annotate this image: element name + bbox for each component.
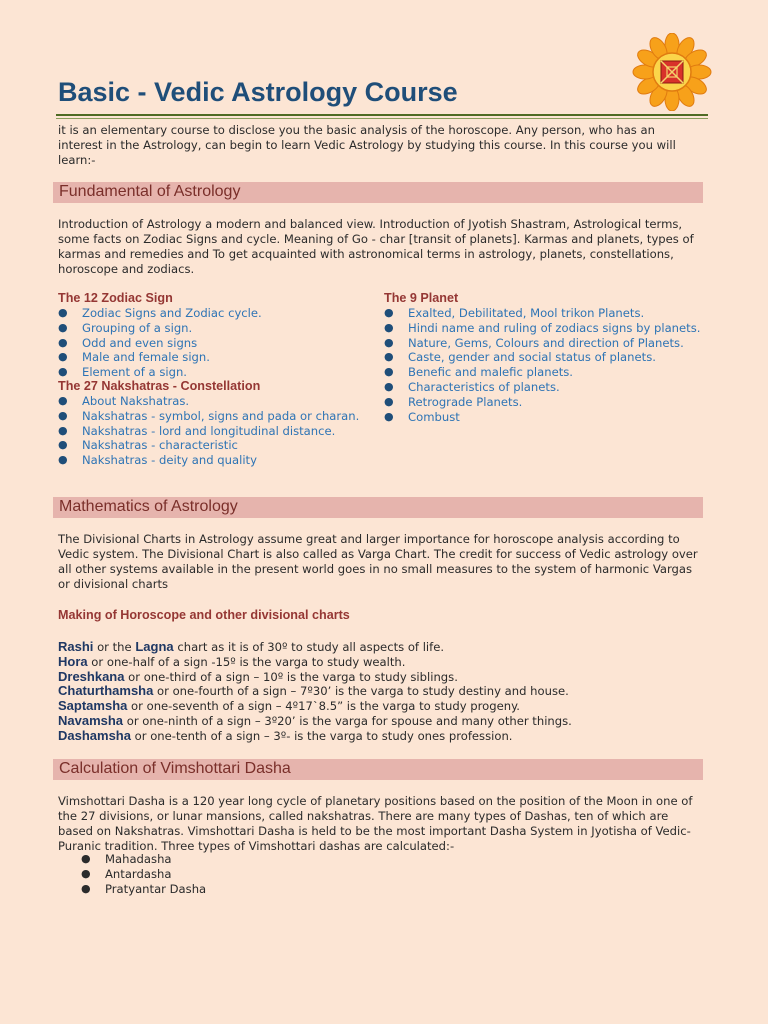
section-fundamental-title: Fundamental of Astrology bbox=[59, 183, 241, 200]
list-item: ● Nakshatras - lord and longitudinal distance. bbox=[58, 423, 336, 438]
varga-list bbox=[58, 640, 572, 744]
bullet-icon: ● bbox=[384, 350, 394, 364]
section-dasha-title: Calculation of Vimshottari Dasha bbox=[59, 760, 291, 777]
nakshatra-heading: The 27 Nakshatras - Constellation bbox=[58, 379, 261, 393]
fundamental-paragraph: Introduction of Astrology a modern and balanced view. Introduction of Jyotish Shastram, Astrological terms, some facts on Zodiac Signs and cycle. Meaning of Go - char [transit of planets]. Karmas and planets, types of karmas and remedies and To get acquainted with astronomical terms in astrology, planets, constellations, horoscope and zodiacs. bbox=[58, 217, 694, 276]
bullet-icon: ● bbox=[81, 852, 91, 865]
bullet-icon: ● bbox=[384, 365, 394, 379]
list-item: ● About Nakshatras. bbox=[58, 394, 190, 408]
list-item: ● Nakshatras - symbol, signs and pada or charan. bbox=[58, 408, 360, 423]
nakshatra-list bbox=[58, 394, 359, 468]
zodiac-list bbox=[58, 306, 262, 380]
title-rule-thin bbox=[56, 118, 708, 119]
planet-list bbox=[384, 306, 700, 424]
dasha-list bbox=[58, 852, 206, 896]
section-mathematics-title: Mathematics of Astrology bbox=[59, 498, 238, 515]
bullet-icon: ● bbox=[384, 379, 394, 393]
list-item: ● Grouping of a sign. bbox=[58, 320, 193, 335]
divisional-charts-heading: Making of Horoscope and other divisional charts bbox=[58, 608, 350, 622]
bullet-icon: ● bbox=[81, 881, 91, 895]
list-item: ● Caste, gender and social status of planets. bbox=[384, 350, 656, 365]
bullet-icon: ● bbox=[58, 438, 68, 452]
varga-item: Hora or one-half of a sign -15º is the varga to study wealth. bbox=[58, 653, 406, 669]
list-item: ● Element of a sign. bbox=[58, 365, 187, 380]
list-item: ● Hindi name and ruling of zodiacs signs by planets. bbox=[384, 320, 701, 335]
list-item: ● Mahadasha bbox=[81, 852, 172, 866]
varga-item: Navamsha or one-ninth of a sign – 3º20’ is the varga for spouse and many other things. bbox=[58, 712, 572, 728]
bullet-icon: ● bbox=[384, 335, 394, 349]
mathematics-paragraph: The Divisional Charts in Astrology assume great and larger importance for horoscope analysis according to Vedic system. The Divisional Chart is also called as Varga Chart. The credit for success of Vedic astrology over all other systems available in the present world goes in no small measures to the system of harmonic Vargas or divisional charts bbox=[58, 532, 698, 591]
bullet-icon: ● bbox=[58, 408, 68, 422]
section-mathematics-header bbox=[53, 497, 703, 518]
list-item: ● Male and female sign. bbox=[58, 350, 210, 365]
bullet-icon: ● bbox=[58, 335, 68, 349]
planet-heading: The 9 Planet bbox=[384, 291, 459, 305]
bullet-icon: ● bbox=[384, 394, 394, 408]
bullet-icon: ● bbox=[58, 306, 68, 319]
list-item: ● Nakshatras - deity and quality bbox=[58, 453, 257, 468]
intro-paragraph: it is an elementary course to disclose you the basic analysis of the horoscope. Any person, who has an interest in the Astrology, can begin to learn Vedic Astrology by studying this course. In this course you will learn:- bbox=[58, 123, 676, 167]
zodiac-heading: The 12 Zodiac Sign bbox=[58, 291, 173, 305]
bullet-icon: ● bbox=[58, 320, 68, 334]
dasha-paragraph: Vimshottari Dasha is a 120 year long cycle of planetary positions based on the position of the Moon in one of the 27 divisions, or lunar mansions, called nakshatras. There are many types of Dashas, ten of which are based on Nakshatras. Vimshottari Dasha is held to be the most important Dasha System in Jyotisha of Vedic-Puranic tradition. Three types of Vimshottari dashas are calculated:- bbox=[58, 794, 693, 853]
list-item: ● Odd and even signs bbox=[58, 335, 198, 350]
list-item: ● Combust bbox=[384, 409, 460, 424]
section-fundamental-header bbox=[53, 182, 703, 203]
bullet-icon: ● bbox=[58, 453, 68, 467]
bullet-icon: ● bbox=[58, 423, 68, 437]
varga-item: Chaturthamsha or one-fourth of a sign – 7º30’ is the varga to study destiny and house. bbox=[58, 683, 569, 699]
section-dasha-header bbox=[53, 759, 703, 780]
page-title: Basic - Vedic Astrology Course bbox=[58, 77, 458, 107]
bullet-icon: ● bbox=[58, 350, 68, 364]
list-item: ● Nature, Gems, Colours and direction of Planets. bbox=[384, 335, 684, 350]
list-item: ● Exalted, Debilitated, Mool trikon Planets. bbox=[384, 306, 645, 320]
bullet-icon: ● bbox=[81, 866, 91, 880]
varga-item: Dreshkana or one-third of a sign – 10º is the varga to study siblings. bbox=[58, 668, 458, 684]
bullet-icon: ● bbox=[58, 365, 68, 379]
varga-item: Saptamsha or one-seventh of a sign – 4º17`8.5” is the varga to study progeny. bbox=[58, 698, 520, 714]
list-item: ● Nakshatras - characteristic bbox=[58, 438, 238, 453]
varga-item: Dashamsha or one-tenth of a sign – 3º- is the varga to study ones profession. bbox=[58, 727, 513, 743]
varga-item-rashi: Rashi or the Lagna chart as it is of 30º to study all aspects of life. bbox=[58, 639, 445, 654]
list-item: ● Benefic and malefic planets. bbox=[384, 365, 573, 380]
bullet-icon: ● bbox=[384, 306, 394, 319]
bullet-icon: ● bbox=[58, 394, 68, 407]
list-item: ● Retrograde Planets. bbox=[384, 394, 523, 409]
list-item: ● Pratyantar Dasha bbox=[81, 881, 207, 896]
title-rule bbox=[56, 114, 708, 116]
list-item: ● Antardasha bbox=[81, 866, 172, 881]
list-item: ● Zodiac Signs and Zodiac cycle. bbox=[58, 306, 262, 320]
list-item: ● Characteristics of planets. bbox=[384, 379, 560, 394]
bullet-icon: ● bbox=[384, 409, 394, 423]
bullet-icon: ● bbox=[384, 320, 394, 334]
sun-logo-icon bbox=[628, 33, 716, 111]
